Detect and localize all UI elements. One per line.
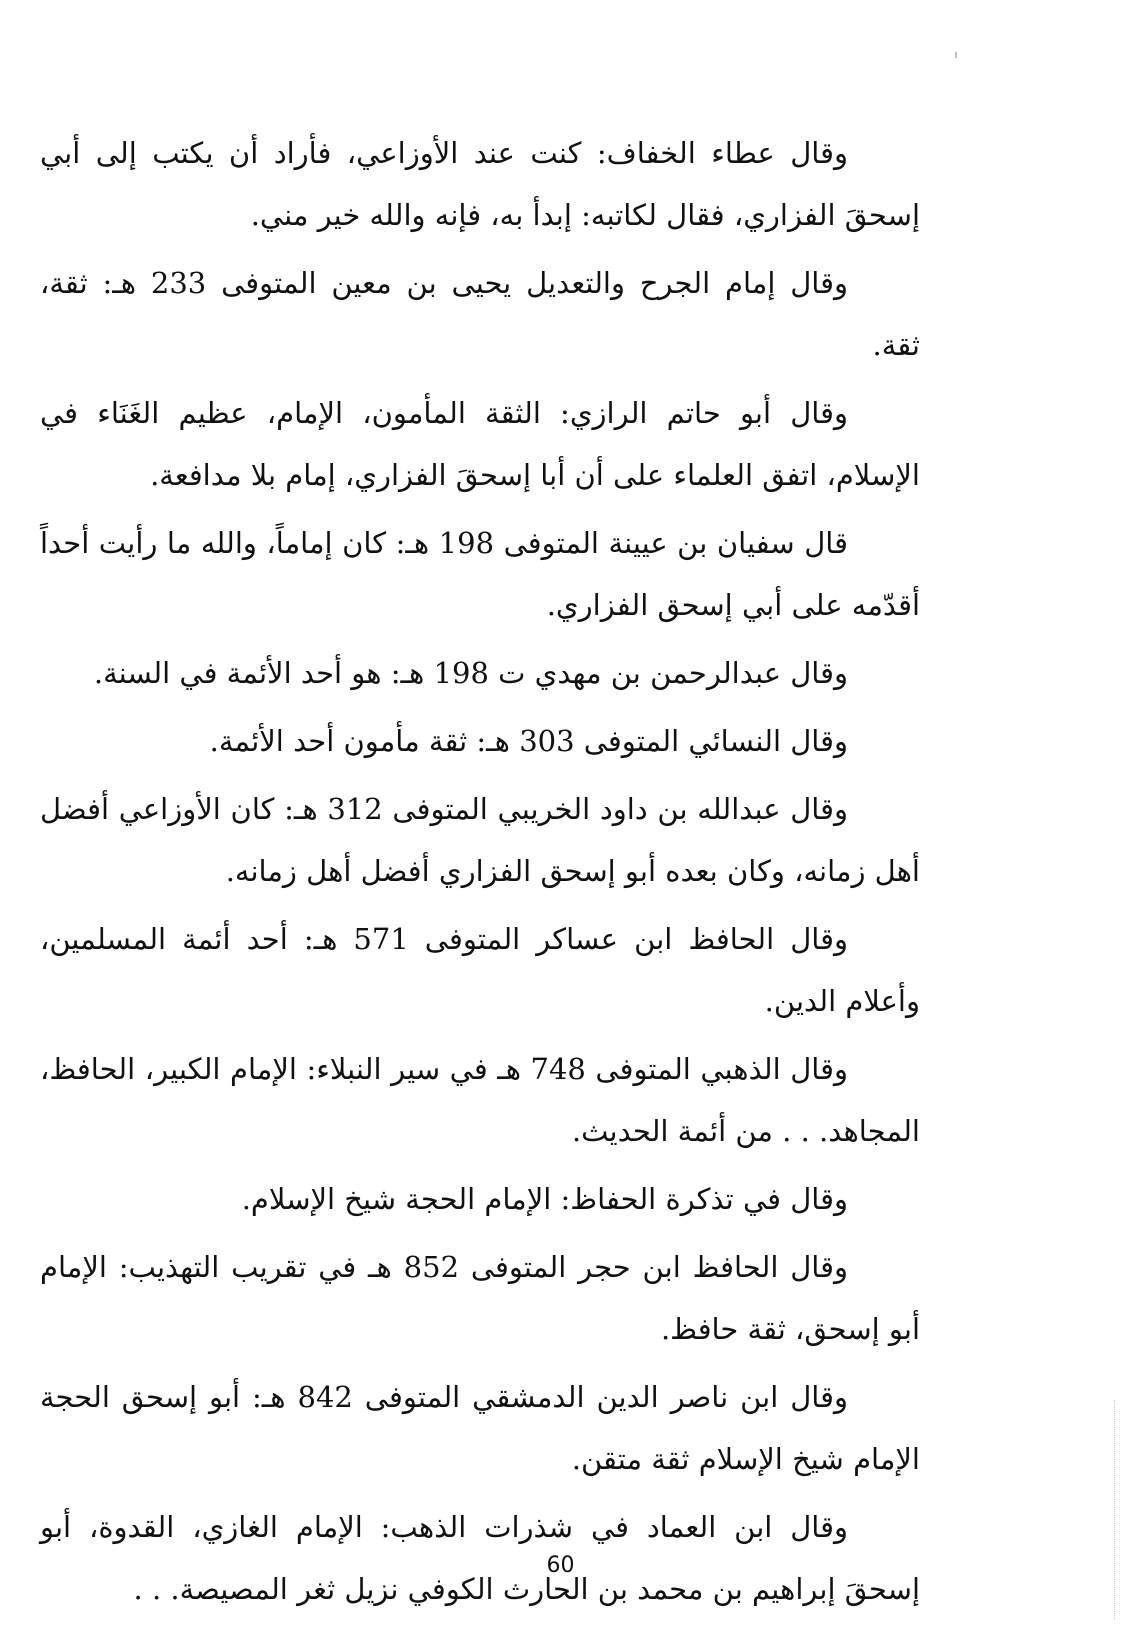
- scan-edge-artifact: [1113, 1400, 1115, 1620]
- body-text: [40, 122, 920, 1626]
- paragraph-ibn-asakir: وقال الحافظ ابن عساكر المتوفى 571 هـ: أحد أئمة المسلمين، وأعلام الدين.: [40, 922, 920, 1018]
- paragraph-khuraybi: وقال عبدالله بن داود الخريبي المتوفى 312 هـ: كان الأوزاعي أفضل أهل زمانه، وكان بعده أبو إسحق الفزاري أفضل أهل زمانه.: [40, 792, 920, 888]
- page-number: 60: [546, 1553, 575, 1578]
- paragraph-dhahabi-tadhkira: وقال في تذكرة الحفاظ: الإمام الحجة شيخ الإسلام.: [241, 1182, 848, 1216]
- paragraph-sufyan-ibn-uyaynah: قال سفيان بن عيينة المتوفى 198 هـ: كان إماماً، والله ما رأيت أحداً أقدّمه على أبي إسحق الفزاري.: [40, 526, 920, 622]
- paragraph-ibn-hajar: وقال الحافظ ابن حجر المتوفى 852 هـ في تقريب التهذيب: الإمام أبو إسحق، ثقة حافظ.: [40, 1250, 920, 1346]
- paragraph-dhahabi-siyar: وقال الذهبي المتوفى 748 هـ في سير النبلاء: الإمام الكبير، الحافظ، المجاهد. . . من أئمة الحديث.: [40, 1052, 920, 1148]
- paragraph-ibn-nasir-al-din: وقال ابن ناصر الدين الدمشقي المتوفى 842 هـ: أبو إسحق الحجة الإمام شيخ الإسلام ثقة متقن.: [40, 1380, 920, 1476]
- scan-artifact: [955, 52, 957, 58]
- paragraph-nasai: وقال النسائي المتوفى 303 هـ: ثقة مأمون أحد الأئمة.: [209, 724, 848, 758]
- paragraph-ibn-al-imad: وقال ابن العماد في شذرات الذهب: الإمام الغازي، القدوة، أبو إسحقَ إبراهيم بن محمد بن الحارث الكوفي نزيل ثغر المصيصة. . .: [40, 1510, 920, 1606]
- paragraph-abdulrahman-ibn-mahdi: وقال عبدالرحمن بن مهدي ت 198 هـ: هو أحد الأئمة في السنة.: [93, 656, 848, 690]
- paragraph-yahya-ibn-main: وقال إمام الجرح والتعديل يحيى بن معين المتوفى 233 هـ: ثقة، ثقة.: [40, 266, 920, 362]
- paragraph-ata-khaffaf: وقال عطاء الخفاف: كنت عند الأوزاعي، فأراد أن يكتب إلى أبي إسحقَ الفزاري، فقال لكاتبه: إبدأ به، فإنه والله خير مني.: [40, 136, 920, 232]
- paragraph-abu-hatim: وقال أبو حاتم الرازي: الثقة المأمون، الإمام، عظيم الغَنَاء في الإسلام، اتفق العلماء على أن أبا إسحقَ الفزاري، إمام بلا مدافعة.: [40, 396, 920, 492]
